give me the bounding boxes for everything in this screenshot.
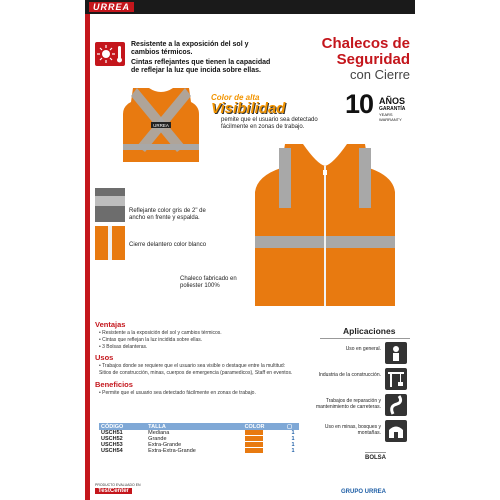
warranty-number: 10 bbox=[345, 89, 374, 119]
intro-line-1: Resistente a la exposición del sol y cambios térmicos. bbox=[131, 41, 249, 56]
application-label: Uso en general. bbox=[345, 346, 381, 352]
warranty-years: AÑOS bbox=[379, 96, 406, 106]
row-color-swatch bbox=[243, 448, 285, 454]
application-item bbox=[313, 420, 413, 446]
application-label: Trabajos de reparación y mantenimiento de carreteras. bbox=[315, 398, 381, 410]
ventajas-heading: Ventajas bbox=[95, 320, 126, 329]
intro-line-2: Cintas reflejantes que tienen la capacidad de reflejar la luz que incida sobre ellas. bbox=[131, 59, 271, 74]
highlight-large: Visibilidad bbox=[211, 100, 286, 117]
tape-caption: Reflejante color gris de 2" de ancho en frente y espalda. bbox=[129, 208, 206, 221]
brand-logo: URREA bbox=[89, 2, 134, 12]
general-use-icon bbox=[385, 342, 407, 364]
footer-evaluated-text: PRODUCTO EVALUADO EN bbox=[95, 483, 141, 487]
usos-item: • Trabajos donde se requiere que el usuario sea visible o destaque entre la multitud: bbox=[99, 363, 286, 369]
row-code: USCH53 bbox=[101, 442, 123, 448]
beneficios-item: • Permite que el usuario sea detectado fácilmente en zonas de trabajo. bbox=[99, 390, 256, 396]
row-code: USCH52 bbox=[101, 436, 123, 442]
application-item bbox=[313, 394, 413, 420]
applications-heading: Aplicaciones bbox=[343, 326, 396, 336]
highlight-small: Color de alta bbox=[211, 93, 260, 102]
sun-heat-icon bbox=[95, 42, 125, 66]
col-size: TALLA bbox=[146, 423, 242, 430]
application-label: Industria de la construcción. bbox=[318, 372, 381, 378]
application-label: Uso en minas, bosques y montañas. bbox=[324, 424, 381, 436]
page-title: Chalecos de Seguridad bbox=[321, 35, 410, 68]
warranty-label-en: YEARS WARRANTY bbox=[379, 112, 402, 122]
ventajas-item: • 3 Bolsas delanteras. bbox=[99, 344, 148, 350]
usos-item: Sitios de construcción, minas, cuerpos de emergencia (paramedicos), Staff en eventos. bbox=[99, 370, 293, 376]
highlight-description: pemite que el usuario sea detectado fácilmente en zonas de trabajo. bbox=[221, 117, 318, 130]
left-red-stripe bbox=[85, 14, 90, 500]
top-brand-bar bbox=[85, 0, 415, 14]
application-item bbox=[313, 368, 413, 394]
beneficios-heading: Beneficios bbox=[95, 380, 133, 389]
fabric-caption: Chaleco fabricado en poliester 100% bbox=[180, 276, 237, 289]
table-header-row bbox=[99, 423, 299, 430]
table-row bbox=[99, 448, 299, 454]
row-code: USCH51 bbox=[101, 430, 123, 436]
row-qty: 1 bbox=[291, 436, 295, 442]
vest-back-label: URREA bbox=[153, 123, 169, 128]
warranty-label: GARANTÍA bbox=[379, 106, 406, 112]
applications-divider bbox=[320, 338, 410, 339]
intro-text bbox=[131, 41, 271, 77]
reflective-tape-swatch bbox=[95, 188, 125, 222]
application-item bbox=[313, 342, 413, 368]
ventajas-item: • Resistente a la exposición del sol y cambios térmicos. bbox=[99, 330, 222, 336]
vest-back-illustration bbox=[111, 84, 211, 164]
mine-icon bbox=[385, 420, 407, 442]
ventajas-item: • Cintas que reflejan la luz incidida sobre ellas. bbox=[99, 337, 203, 343]
row-size: Grande bbox=[148, 436, 167, 442]
row-qty: 1 bbox=[291, 442, 295, 448]
grupo-urrea-logo: GRUPO URREA bbox=[341, 489, 387, 495]
row-code: USCH54 bbox=[101, 448, 123, 454]
footer bbox=[85, 482, 415, 500]
usos-heading: Usos bbox=[95, 353, 114, 362]
zipper-swatch bbox=[95, 226, 125, 260]
product-sheet bbox=[85, 0, 415, 500]
col-pack-icon: ▢ bbox=[285, 423, 299, 430]
row-qty: 1 bbox=[291, 430, 295, 436]
construction-icon bbox=[385, 368, 407, 390]
row-size: Extra-Extra-Grande bbox=[148, 448, 196, 454]
product-table bbox=[99, 423, 299, 454]
zipper-caption: Cierre delantero color blanco bbox=[129, 242, 207, 248]
road-icon bbox=[385, 394, 407, 416]
vest-front-illustration bbox=[245, 140, 405, 310]
page-subtitle: con Cierre bbox=[350, 67, 410, 82]
col-color: COLOR bbox=[243, 423, 285, 430]
bolsa-label: BOLSA bbox=[365, 452, 386, 461]
testcenter-logo: TestCenter bbox=[95, 488, 132, 494]
row-qty: 1 bbox=[291, 448, 295, 454]
col-code: CÓDIGO bbox=[99, 423, 146, 430]
row-size: Mediana bbox=[148, 430, 170, 436]
row-size: Extra-Grande bbox=[148, 442, 182, 448]
